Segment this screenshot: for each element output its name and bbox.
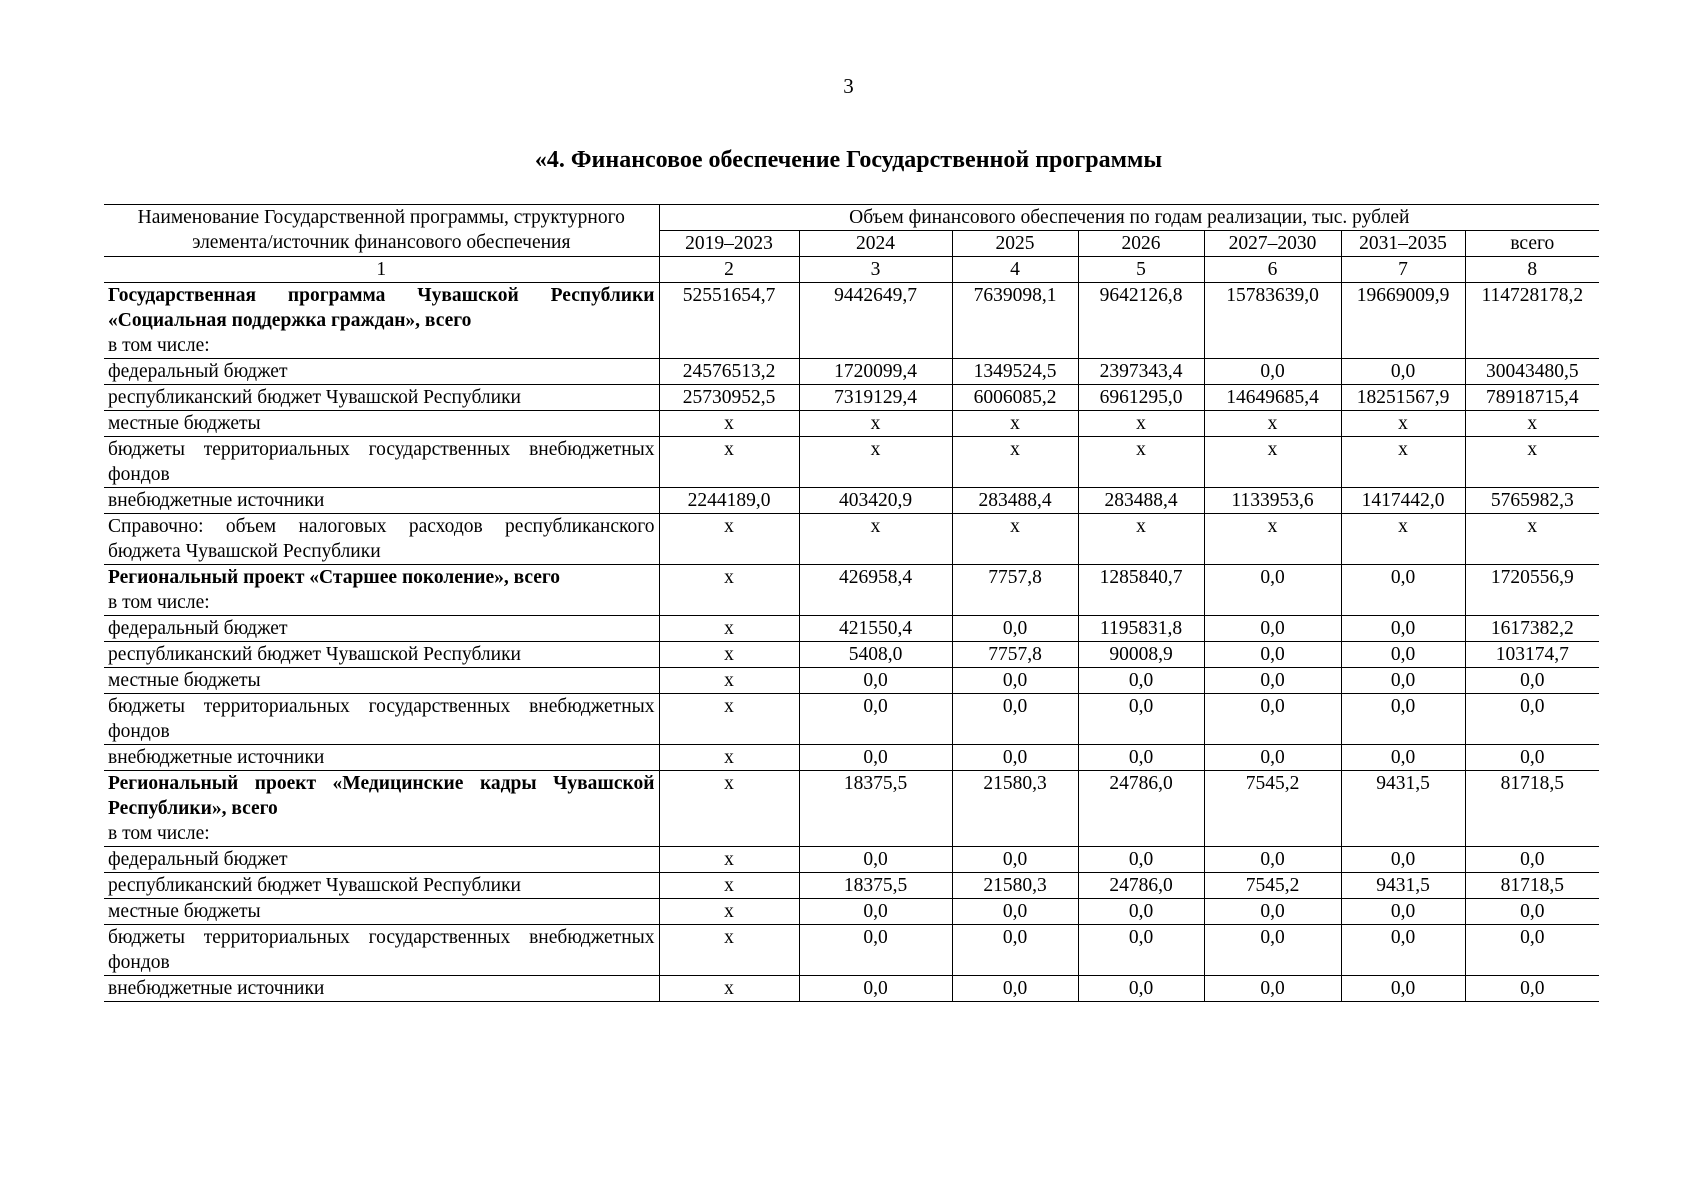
value-cell: 24576513,2 [659,359,799,385]
value-cell: 0,0 [1204,847,1341,873]
section-title: «4. Финансовое обеспечение Государственной программы [534,147,1163,173]
row-name-cell [104,668,659,694]
value-cell: 1349524,5 [952,359,1078,385]
value-cell: 0,0 [1341,694,1465,745]
row-name-cell [104,359,659,385]
value-cell: x [659,873,799,899]
value-cell: 114728178,2 [1465,283,1599,359]
column-number: 5 [1078,257,1204,283]
value-cell: 18375,5 [799,771,952,847]
value-cell: 421550,4 [799,616,952,642]
value-cell: 0,0 [1465,745,1599,771]
value-cell: x [659,642,799,668]
page-number: 3 [843,74,854,98]
value-cell: 0,0 [1341,565,1465,616]
row-name-cell [104,847,659,873]
row-name: федеральный бюджет [108,849,288,870]
header-year: 2024 [799,231,952,257]
value-cell: 21580,3 [952,873,1078,899]
value-cell: 9442649,7 [799,283,952,359]
table-row [104,411,1599,437]
row-name: республиканский бюджет Чувашской Республики [108,387,521,408]
table-row [104,899,1599,925]
row-name: Региональный проект «Старшее поколение», всего [108,567,561,588]
value-cell: x [1465,514,1599,565]
value-cell: 1133953,6 [1204,488,1341,514]
value-cell: x [1204,437,1341,488]
value-cell: 0,0 [799,694,952,745]
value-cell: 0,0 [952,616,1078,642]
value-cell: 30043480,5 [1465,359,1599,385]
value-cell: 2397343,4 [1078,359,1204,385]
column-number: 1 [104,257,659,283]
row-note: в том числе: [108,823,210,844]
value-cell: 1285840,7 [1078,565,1204,616]
table-row [104,847,1599,873]
value-cell: 0,0 [1204,565,1341,616]
row-name: республиканский бюджет Чувашской Республики [108,875,521,896]
value-cell: 0,0 [1204,668,1341,694]
value-cell: 0,0 [952,847,1078,873]
value-cell: 426958,4 [799,565,952,616]
value-cell: 0,0 [1341,899,1465,925]
value-cell: 2244189,0 [659,488,799,514]
column-number: 2 [659,257,799,283]
value-cell: 283488,4 [952,488,1078,514]
value-cell: 6961295,0 [1078,385,1204,411]
value-cell: 0,0 [1204,976,1341,1002]
value-cell: 18251567,9 [1341,385,1465,411]
value-cell: 0,0 [1078,925,1204,976]
value-cell: 1195831,8 [1078,616,1204,642]
value-cell: x [659,437,799,488]
table-row [104,694,1599,745]
value-cell: 52551654,7 [659,283,799,359]
header-name-column: Наименование Государственной программы, структурного элемента/источник финансового обеспечения [104,205,659,257]
value-cell: x [659,771,799,847]
row-name: федеральный бюджет [108,618,288,639]
value-cell: 21580,3 [952,771,1078,847]
value-cell: 0,0 [1465,925,1599,976]
value-cell: 0,0 [1465,847,1599,873]
table-row [104,514,1599,565]
value-cell: x [659,565,799,616]
row-name: внебюджетные источники [108,747,325,768]
value-cell: 0,0 [1341,642,1465,668]
row-name-cell [104,899,659,925]
row-name-cell [104,565,659,616]
value-cell: x [952,514,1078,565]
value-cell: 9642126,8 [1078,283,1204,359]
value-cell: x [1204,514,1341,565]
value-cell: x [799,411,952,437]
row-name-cell [104,411,659,437]
value-cell: x [1078,514,1204,565]
value-cell: 0,0 [799,847,952,873]
value-cell: x [659,847,799,873]
value-cell: 0,0 [1341,745,1465,771]
value-cell: 0,0 [952,694,1078,745]
value-cell: x [659,745,799,771]
table-row [104,437,1599,488]
value-cell: 7757,8 [952,642,1078,668]
value-cell: 1417442,0 [1341,488,1465,514]
value-cell: 7545,2 [1204,771,1341,847]
value-cell: x [1341,411,1465,437]
row-note: в том числе: [108,335,210,356]
value-cell: x [659,668,799,694]
value-cell: 5765982,3 [1465,488,1599,514]
value-cell: 5408,0 [799,642,952,668]
row-name-cell [104,437,659,488]
value-cell: 0,0 [1204,616,1341,642]
row-name-cell [104,873,659,899]
value-cell: 0,0 [1204,642,1341,668]
table-row [104,771,1599,847]
value-cell: 103174,7 [1465,642,1599,668]
value-cell: 1720556,9 [1465,565,1599,616]
row-name: внебюджетные источники [108,978,325,999]
column-number: 4 [952,257,1078,283]
value-cell: 6006085,2 [952,385,1078,411]
row-name-cell [104,514,659,565]
value-cell: 0,0 [1341,668,1465,694]
value-cell: 14649685,4 [1204,385,1341,411]
value-cell: 0,0 [952,925,1078,976]
value-cell: x [659,514,799,565]
value-cell: x [659,976,799,1002]
value-cell: x [1465,437,1599,488]
row-name: местные бюджеты [108,413,261,434]
column-number: 6 [1204,257,1341,283]
row-name-cell [104,488,659,514]
value-cell: 0,0 [1341,925,1465,976]
value-cell: 7639098,1 [952,283,1078,359]
row-name-cell [104,616,659,642]
value-cell: 19669009,9 [1341,283,1465,359]
value-cell: 0,0 [1204,925,1341,976]
table-row [104,565,1599,616]
table-row [104,616,1599,642]
table-row [104,359,1599,385]
value-cell: x [952,411,1078,437]
value-cell: 7757,8 [952,565,1078,616]
value-cell: x [659,616,799,642]
value-cell: 7545,2 [1204,873,1341,899]
column-number: 8 [1465,257,1599,283]
value-cell: 0,0 [1204,359,1341,385]
row-name: бюджеты территориальных государственных внебюджетных фондов [108,696,655,742]
row-name-cell [104,642,659,668]
value-cell: 0,0 [1465,694,1599,745]
table-row [104,642,1599,668]
value-cell: 0,0 [1078,899,1204,925]
value-cell: x [799,437,952,488]
value-cell: 0,0 [1078,745,1204,771]
value-cell: 0,0 [799,668,952,694]
value-cell: 1720099,4 [799,359,952,385]
value-cell: 25730952,5 [659,385,799,411]
value-cell: 0,0 [952,976,1078,1002]
value-cell: 81718,5 [1465,873,1599,899]
header-year: 2031–2035 [1341,231,1465,257]
value-cell: 0,0 [799,899,952,925]
value-cell: 0,0 [1341,976,1465,1002]
value-cell: 24786,0 [1078,771,1204,847]
value-cell: 0,0 [1078,694,1204,745]
header-year: всего [1465,231,1599,257]
value-cell: 0,0 [1341,616,1465,642]
value-cell: 0,0 [952,668,1078,694]
value-cell: 90008,9 [1078,642,1204,668]
row-name: местные бюджеты [108,670,261,691]
value-cell: 0,0 [1341,359,1465,385]
value-cell: x [1341,514,1465,565]
row-name: республиканский бюджет Чувашской Республики [108,644,521,665]
value-cell: 0,0 [1465,899,1599,925]
value-cell: x [799,514,952,565]
value-cell: 9431,5 [1341,873,1465,899]
table-row [104,745,1599,771]
table-row [104,283,1599,359]
value-cell: 0,0 [1465,976,1599,1002]
value-cell: x [659,899,799,925]
row-name: бюджеты территориальных государственных внебюджетных фондов [108,927,655,973]
value-cell: 403420,9 [799,488,952,514]
value-cell: x [952,437,1078,488]
row-name-cell [104,771,659,847]
table-row [104,873,1599,899]
value-cell: 0,0 [1078,976,1204,1002]
row-name: бюджеты территориальных государственных внебюджетных фондов [108,439,655,485]
value-cell: x [659,925,799,976]
table-row [104,488,1599,514]
value-cell: x [1078,411,1204,437]
column-number: 7 [1341,257,1465,283]
value-cell: 0,0 [1204,694,1341,745]
column-numbers-row [104,257,1599,283]
row-name: федеральный бюджет [108,361,288,382]
row-name: внебюджетные источники [108,490,325,511]
row-name-cell [104,976,659,1002]
value-cell: 283488,4 [1078,488,1204,514]
value-cell: x [1341,437,1465,488]
row-name-cell [104,694,659,745]
header-year: 2026 [1078,231,1204,257]
value-cell: 15783639,0 [1204,283,1341,359]
header-year: 2027–2030 [1204,231,1341,257]
value-cell: 0,0 [1465,668,1599,694]
value-cell: 0,0 [799,925,952,976]
value-cell: x [1078,437,1204,488]
row-name-cell [104,745,659,771]
header-year: 2019–2023 [659,231,799,257]
value-cell: x [659,694,799,745]
value-cell: x [1204,411,1341,437]
table-row [104,925,1599,976]
value-cell: 0,0 [952,899,1078,925]
value-cell: 1617382,2 [1465,616,1599,642]
row-note: в том числе: [108,592,210,613]
value-cell: 7319129,4 [799,385,952,411]
value-cell: 18375,5 [799,873,952,899]
row-name: местные бюджеты [108,901,261,922]
value-cell: 0,0 [1204,745,1341,771]
value-cell: 0,0 [952,745,1078,771]
value-cell: x [659,411,799,437]
table-header [104,205,1599,283]
value-cell: 24786,0 [1078,873,1204,899]
row-name: Региональный проект «Медицинские кадры Чувашской Республики», всего [108,773,655,819]
value-cell: 0,0 [1341,847,1465,873]
table-row [104,668,1599,694]
value-cell: 0,0 [1078,668,1204,694]
value-cell: 81718,5 [1465,771,1599,847]
row-name-cell [104,283,659,359]
row-name: Справочно: объем налоговых расходов республиканского бюджета Чувашской Республики [108,516,655,562]
row-name: Государственная программа Чувашской Республики «Социальная поддержка граждан», всего [108,285,655,331]
financing-table [104,204,1599,1002]
row-name-cell [104,385,659,411]
value-cell: 9431,5 [1341,771,1465,847]
table-row [104,976,1599,1002]
value-cell: 0,0 [799,976,952,1002]
value-cell: x [1465,411,1599,437]
table-body [104,283,1599,1002]
value-cell: 0,0 [1204,899,1341,925]
header-year: 2025 [952,231,1078,257]
table-row [104,385,1599,411]
value-cell: 0,0 [1078,847,1204,873]
row-name-cell [104,925,659,976]
header-volume-column: Объем финансового обеспечения по годам реализации, тыс. рублей [659,205,1599,231]
column-number: 3 [799,257,952,283]
value-cell: 0,0 [799,745,952,771]
value-cell: 78918715,4 [1465,385,1599,411]
